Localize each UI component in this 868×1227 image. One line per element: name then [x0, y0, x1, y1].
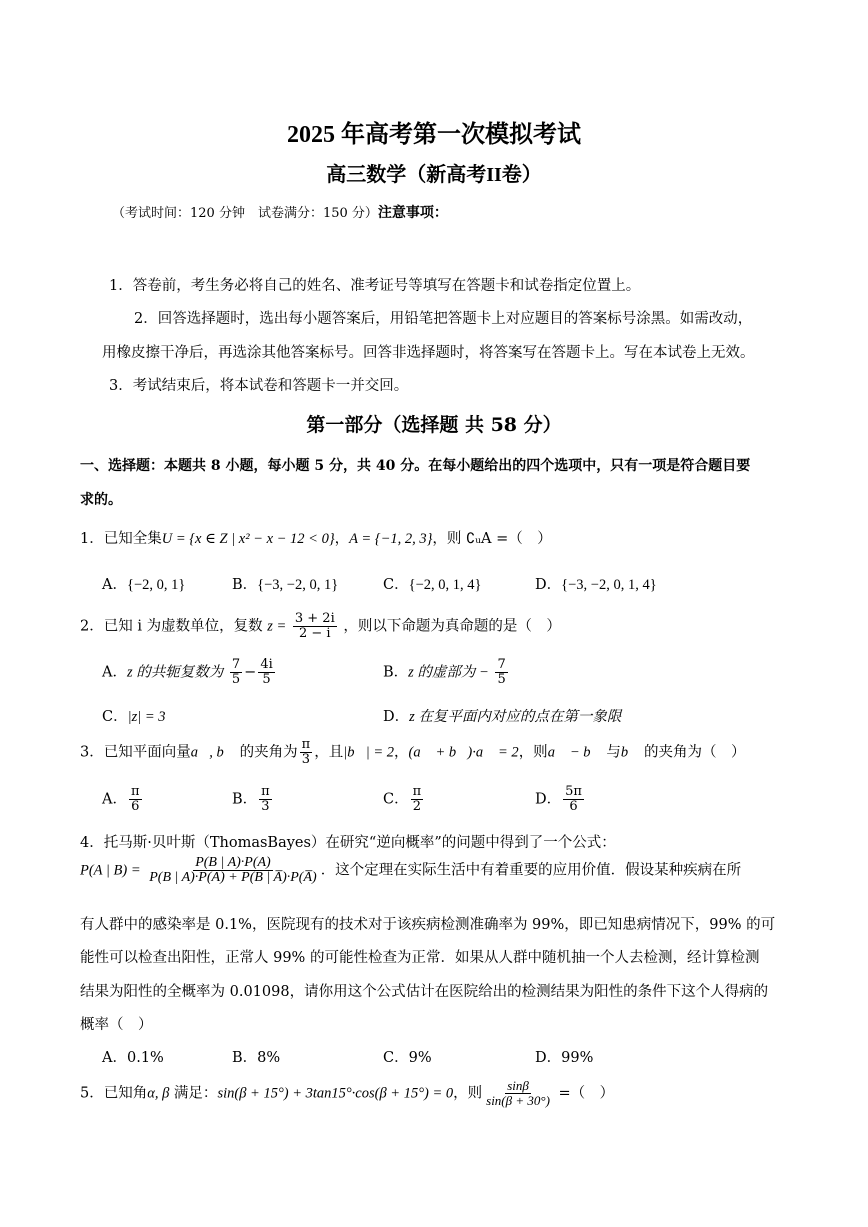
q2-fraction: [293, 612, 337, 641]
q3-stem-mid5: 与: [601, 744, 621, 761]
notice-3: 3．考试结束后，将本试卷和答题卡一并交回。: [109, 378, 409, 394]
q1-option-a-label: A．: [102, 577, 127, 593]
q1-stem-pre: 1．已知全集: [80, 531, 162, 547]
q3-b-den: 3: [261, 799, 270, 814]
q5-stem-post: =（ ）: [553, 1085, 615, 1102]
question-1-stem: 1．已知全集U = {x ∈ Z | x² − x − 12 < 0}，A = {−1, 2, 3}，则 ∁ᵤA =（ ）: [80, 531, 552, 547]
question-5-stem: [80, 1079, 614, 1108]
q5-stem-pre: 5．已知角: [80, 1085, 148, 1102]
exam-info: [112, 202, 448, 222]
q2-option-c-label: C．: [102, 709, 128, 725]
q2-stem-post: ，则以下命题为真命题的是（ ）: [343, 618, 561, 635]
q1-option-c-label: C．: [383, 577, 409, 593]
q3-option-c-frac: [411, 785, 424, 814]
q4-option-d-label: D．: [535, 1050, 562, 1066]
notice-2: 2．回答选择题时，选出每小题答案后，用铅笔把答题卡上对应题目的答案标号涂黑。如需改动，: [134, 311, 753, 327]
q3-d-den: 6: [569, 799, 578, 814]
q1-option-a-text: {−2, 0, 1}: [126, 577, 186, 593]
q3-option-d-label: D．: [535, 791, 562, 808]
q2-option-d-text: z 在复平面内对应的点在第一象限: [409, 709, 622, 725]
q5-equation: sin(β + 15°) + 3tan15°·cos(β + 15°) = 0: [217, 1085, 454, 1102]
q3-angle-num: π: [301, 737, 311, 752]
exam-info-text: （考试时间：120 分钟 试卷满分：150 分）: [112, 206, 378, 221]
q4-formula-den: P(B | A)·P(A) + P(B | A̅)·P(A̅): [149, 870, 317, 885]
q3-option-b-label: B．: [232, 791, 258, 808]
q2-option-a-frac1: [230, 658, 242, 687]
q5-frac: [484, 1079, 552, 1108]
question-4-formula-line: [80, 856, 741, 885]
q4-option-b-label: B．: [232, 1050, 258, 1066]
section-title: 第一部分（选择题 共 58 分）: [306, 414, 562, 436]
q3-angle-frac: [300, 738, 313, 767]
q2-z-eq: z =: [267, 618, 287, 635]
q4-option-a-text: 0.1%: [126, 1050, 164, 1066]
q4-option-d-text: 99%: [561, 1050, 594, 1066]
q3-option-d[interactable]: [535, 785, 586, 814]
q3-c-den: 2: [412, 799, 422, 814]
q3-stem-pre: 3．已知平面向量: [80, 744, 191, 761]
q5-frac-num: sinβ: [507, 1078, 529, 1093]
exam-title: 2025 年高考第一次模拟考试: [287, 122, 581, 148]
q1-option-b[interactable]: [232, 573, 338, 594]
q1-stem-post: ，则 ∁ᵤA =（ ）: [432, 531, 552, 547]
q2-option-d-label: D．: [383, 709, 410, 725]
question-4-line1: 4．托马斯·贝叶斯（ThomasBayes）在研究“逆向概率”的问题中得到了一个公式：: [80, 835, 616, 851]
q2-option-d[interactable]: [383, 705, 621, 726]
q2-stem-pre: 2．已知 i 为虚数单位，复数: [80, 618, 263, 635]
q2-option-a-label: A．: [102, 664, 127, 681]
q4-formula-lhs: P(A | B) =: [80, 862, 141, 879]
q1-option-d-text: {−3, −2, 0, 1, 4}: [561, 577, 657, 593]
q5-stem-mid: 满足：: [169, 1085, 218, 1102]
q4-option-d[interactable]: [535, 1046, 593, 1067]
q2-option-c[interactable]: [102, 705, 166, 726]
q4-option-c-text: 9%: [408, 1050, 432, 1066]
q1-set-u: U = {x ∈ Z | x² − x − 12 < 0}: [161, 531, 335, 547]
q2-a-minus: −: [244, 664, 257, 681]
q4-option-b[interactable]: [232, 1046, 280, 1067]
q3-vectors: a⃗, b⃗: [190, 744, 236, 761]
q2-a-f2-num: 4i: [260, 657, 273, 672]
question-4-line3: 有人群中的感染率是 0.1%，医院现有的技术对于该疾病检测准确率为 99%，即已知患病情况下，99% 的可: [80, 917, 776, 933]
section-instructions-1: 一、选择题：本题共 8 小题，每小题 5 分，共 40 分。在每小题给出的四个选项中，只有一项是符合题目要: [80, 458, 751, 474]
q3-norm: |b⃗| = 2: [343, 744, 394, 761]
q3-option-a[interactable]: [102, 785, 144, 814]
q3-vb: b⃗: [620, 744, 640, 761]
question-3-stem: [80, 738, 746, 767]
q1-option-d[interactable]: [535, 573, 657, 594]
q3-option-a-label: A．: [102, 791, 127, 808]
q4-option-a-label: A．: [102, 1050, 127, 1066]
q3-stem-mid3: ，: [394, 744, 409, 761]
q2-a-f1-den: 5: [231, 672, 241, 687]
q3-option-c-label: C．: [383, 791, 409, 808]
q1-option-d-label: D．: [535, 577, 562, 593]
q2-option-a-text: z 的共轭复数为: [126, 664, 224, 681]
q2-option-b-text: z 的虚部为 −: [408, 664, 489, 681]
question-4-line5: 结果为阳性的全概率为 0.01098，请你用这个公式估计在医院给出的检测结果为阳性的条件下这个人得病的: [80, 984, 769, 1000]
q2-option-b[interactable]: [383, 658, 510, 687]
q3-angle-den: 3: [301, 752, 311, 767]
q3-option-b[interactable]: [232, 785, 274, 814]
q3-option-d-frac: [563, 785, 584, 814]
q1-option-b-text: {−3, −2, 0, 1}: [257, 577, 339, 593]
q1-option-a[interactable]: [102, 573, 185, 594]
q3-option-a-frac: [129, 785, 142, 814]
q2-a-f1-num: 7: [231, 657, 241, 672]
q4-option-a[interactable]: [102, 1046, 164, 1067]
q3-c-num: π: [412, 784, 422, 799]
q2-a-f2-den: 5: [262, 672, 271, 687]
q1-option-c[interactable]: [383, 573, 481, 594]
q4-option-c[interactable]: [383, 1046, 432, 1067]
q2-option-c-text: |z| = 3: [127, 709, 166, 725]
q1-option-b-label: B．: [232, 577, 258, 593]
q3-stem-mid4: ，则: [518, 744, 548, 761]
q4-option-b-text: 8%: [257, 1050, 281, 1066]
notice-label: 注意事项：: [377, 205, 448, 221]
q1-set-a: A = {−1, 2, 3}: [349, 531, 433, 547]
q3-option-b-frac: [259, 785, 272, 814]
q2-option-b-frac: [495, 658, 507, 687]
q5-stem-mid2: ，则: [453, 1085, 483, 1102]
q2-b-num: 7: [497, 657, 506, 672]
notice-1: 1．答卷前，考生务必将自己的姓名、准考证号等填写在答题卡和试卷指定位置上。: [109, 278, 641, 294]
q3-diff: a⃗ − b⃗: [547, 744, 602, 761]
q5-angles: α, β: [147, 1085, 170, 1102]
q2-b-den: 5: [497, 672, 506, 687]
q1-option-c-text: {−2, 0, 1, 4}: [408, 577, 482, 593]
q3-b-num: π: [261, 784, 270, 799]
q3-d-num: 5π: [565, 784, 582, 799]
question-4-line4: 能性可以检查出阳性，正常人 99% 的可能性检查为正常．如果从人群中随机抽一个人去检测，经计算检测: [80, 950, 760, 966]
q2-fraction-num: 3 + 2i: [294, 611, 335, 626]
q3-stem-post: 的夹角为（ ）: [639, 744, 746, 761]
q3-option-c[interactable]: [383, 785, 425, 814]
q4-line2-post: ．这个定理在实际生活中有着重要的应用价值．假设某种疾病在所: [320, 862, 742, 879]
question-2-stem: [80, 612, 561, 641]
q3-a-den: 6: [131, 799, 140, 814]
q2-option-b-label: B．: [383, 664, 409, 681]
q2-option-a-frac2: [258, 658, 274, 687]
q2-fraction-den: 2 − i: [299, 626, 331, 641]
q3-dot: (a⃗ + b⃗)·a⃗ = 2: [408, 744, 519, 761]
q3-a-num: π: [130, 784, 140, 799]
notice-2-cont: 用橡皮擦干净后，再选涂其他答案标号。回答非选择题时，将答案写在答题卡上。写在本试卷上无效。: [102, 345, 755, 361]
section-instructions-2: 求的。: [80, 492, 122, 508]
q3-stem-mid1: 的夹角为: [235, 744, 298, 761]
q4-formula-frac: [147, 856, 318, 885]
q2-option-a[interactable]: [102, 658, 277, 687]
q3-stem-mid2: ，且: [314, 744, 344, 761]
exam-subtitle: 高三数学（新高考II卷）: [326, 164, 542, 186]
question-4-line6: 概率（ ）: [80, 1017, 153, 1033]
q4-formula-num: P(B | A)·P(A): [195, 855, 271, 870]
q5-frac-den: sin(β + 30°): [486, 1093, 550, 1108]
q4-option-c-label: C．: [383, 1050, 409, 1066]
